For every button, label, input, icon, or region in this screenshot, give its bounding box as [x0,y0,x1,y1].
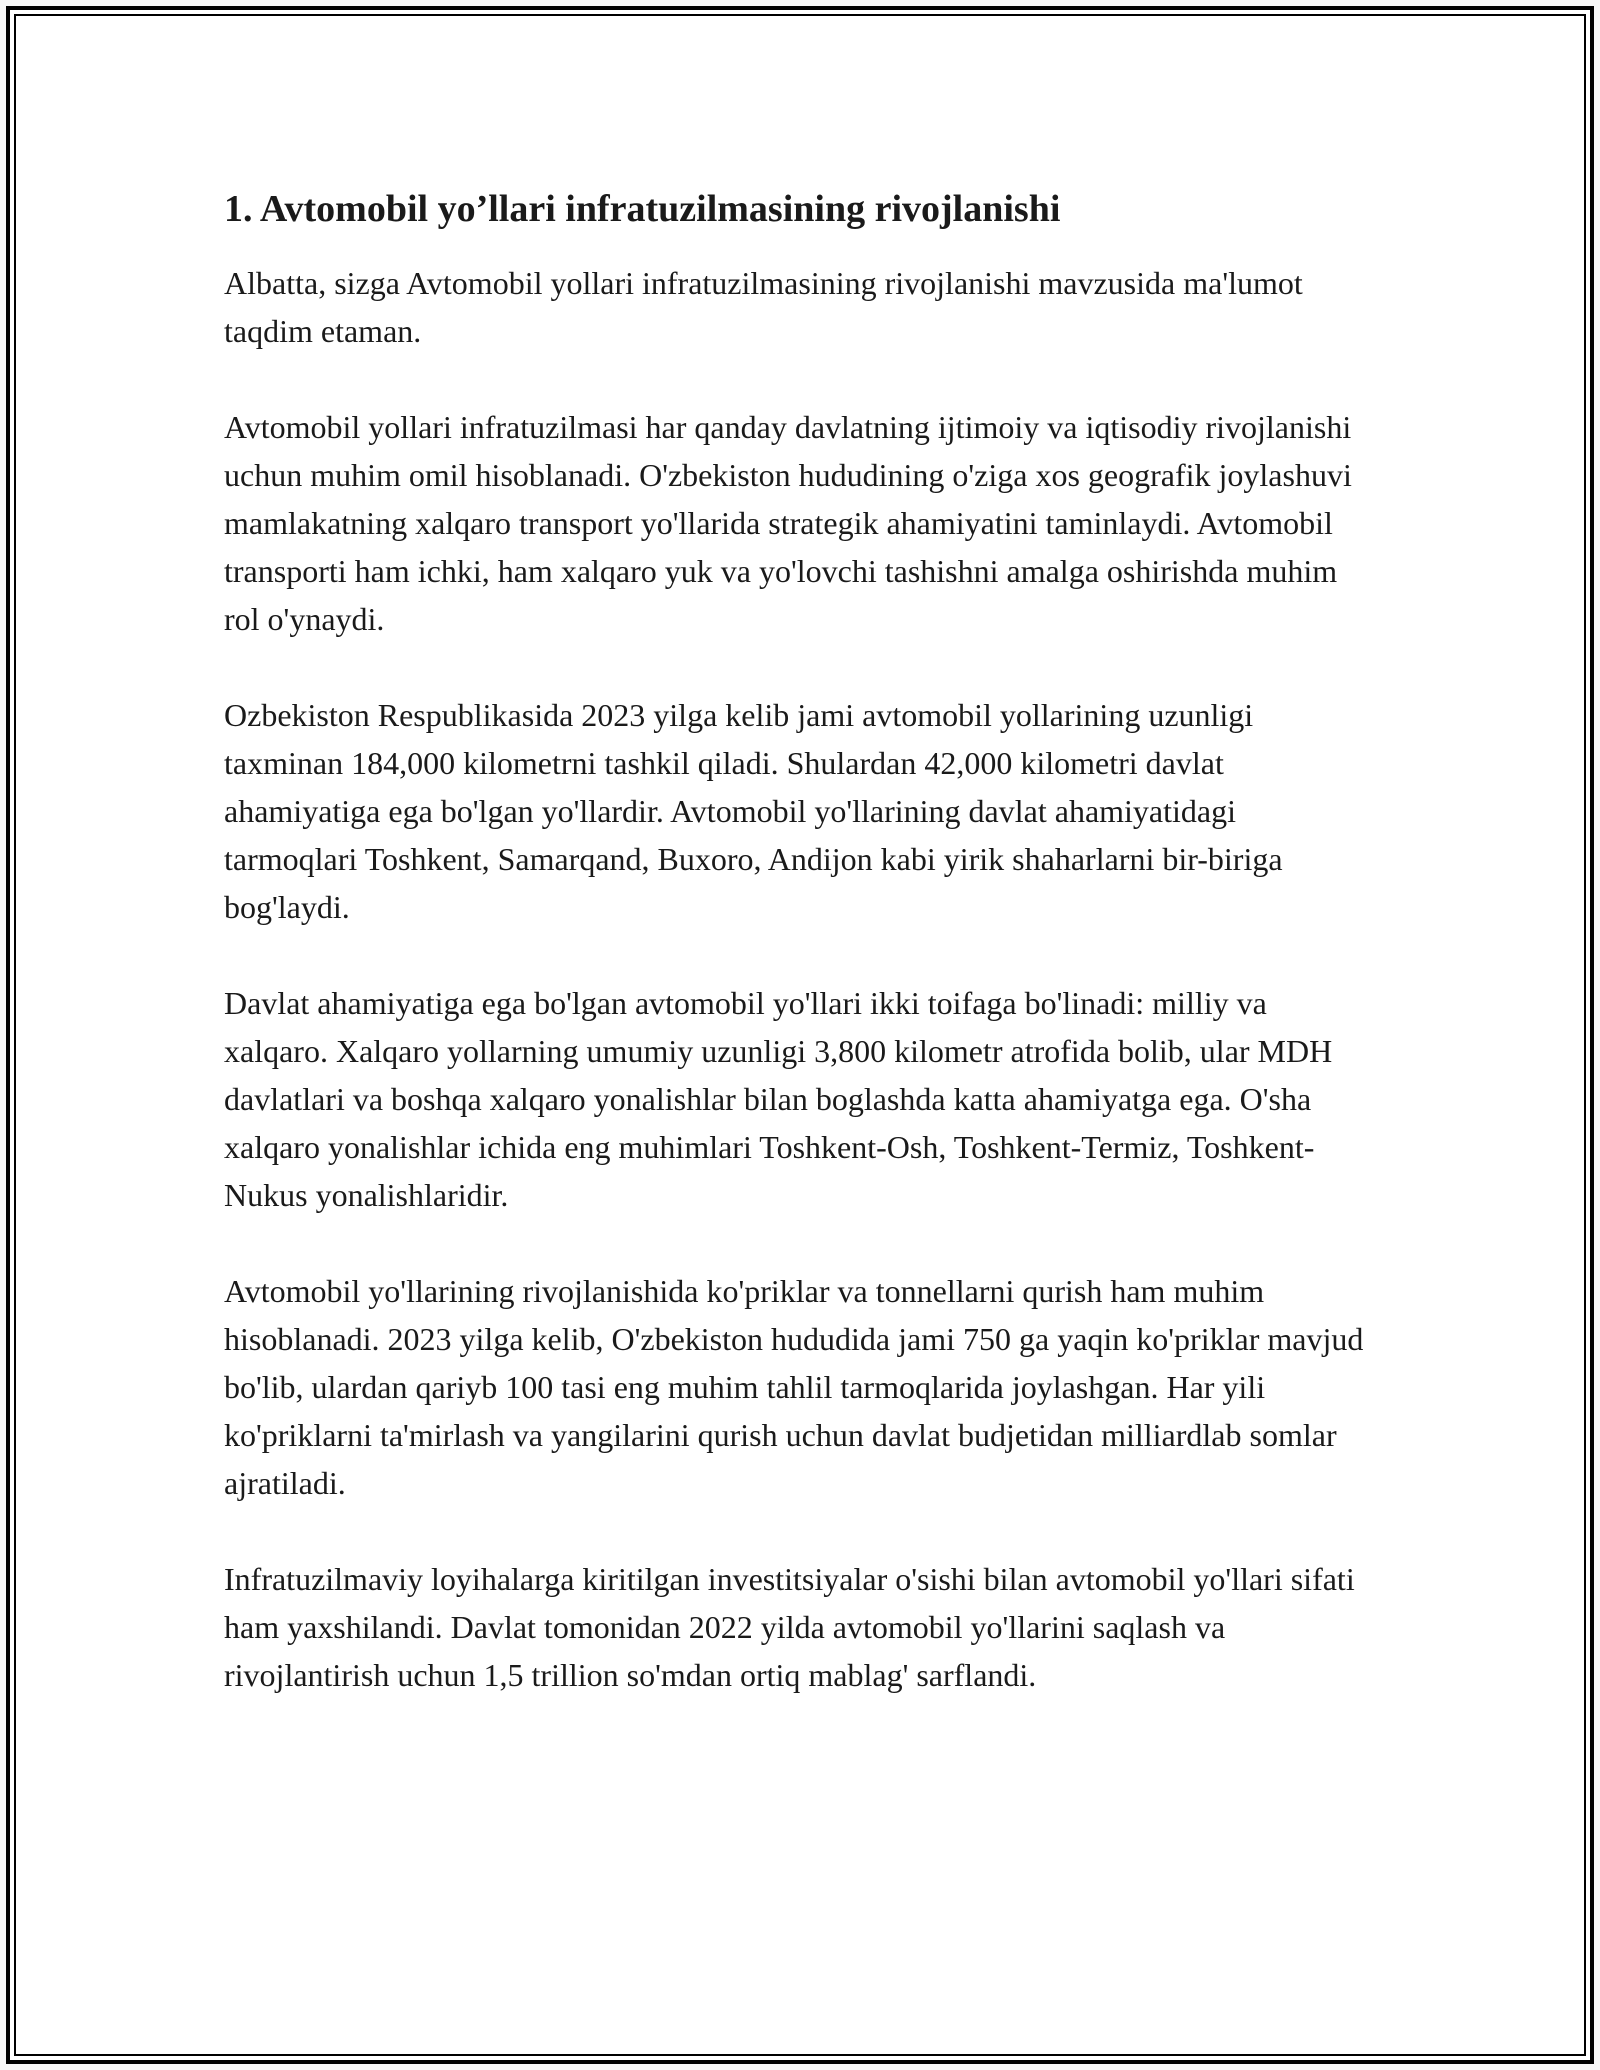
paragraph-importance: Avtomobil yollari infratuzilmasi har qanday davlatning ijtimoiy va iqtisodiy rivojlanishi uchun muhim omil hisoblanadi. O'zbekiston hududining o'ziga xos geografik joylashuvi mamlakatning xalqaro transport yo'llarida strategik ahamiyatini taminlaydi. Avtomobil transporti ham ichki, ham xalqaro yuk va yo'lovchi tashishni amalga oshirishda muhim rol o'ynaydi. [224,409,1352,637]
paragraph-road-categories: Davlat ahamiyatiga ega bo'lgan avtomobil yo'llari ikki toifaga bo'linadi: milliy va xalqaro. Xalqaro yollarning umumiy uzunligi 3,800 kilometr atrofida bolib, ular MDH davlatlari va boshqa xalqaro yonalishlar bilan boglashda katta ahamiyatga ega. O'sha xalqaro yonalishlar ichida eng muhimlari Toshkent-Osh, Toshkent-Termiz, Toshkent-Nukus yonalishlaridir. [224,985,1333,1213]
paragraph-intro: Albatta, sizga Avtomobil yollari infratuzilmasining rivojlanishi mavzusida ma'lumot taqdim etaman. [224,265,1303,349]
paragraph-investments: Infratuzilmaviy loyihalarga kiritilgan investitsiyalar o'sishi bilan avtomobil yo'llari sifati ham yaxshilandi. Davlat tomonidan 2022 yilda avtomobil yo'llarini saqlash va rivojlantirish uchun 1,5 trillion so'mdan ortiq mablag' sarflandi. [224,1561,1355,1693]
document-title: 1. Avtomobil yo’llari infratuzilmasining rivojlanishi [224,188,1061,230]
document-body [224,185,1374,1747]
paragraph-road-length: Ozbekiston Respublikasida 2023 yilga kelib jami avtomobil yollarining uzunligi taxminan 184,000 kilometrni tashkil qiladi. Shulardan 42,000 kilometri davlat ahamiyatiga ega bo'lgan yo'llardir. Avtomobil yo'llarining davlat ahamiyatidagi tarmoqlari Toshkent, Samarqand, Buxoro, Andijon kabi yirik shaharlarni bir-biriga bog'laydi. [224,697,1283,925]
paragraph-bridges: Avtomobil yo'llarining rivojlanishida ko'priklar va tonnellarni qurish ham muhim hisoblanadi. 2023 yilga kelib, O'zbekiston hududida jami 750 ga yaqin ko'priklar mavjud bo'lib, ulardan qariyb 100 tasi eng muhim tahlil tarmoqlarida joylashgan. Har yili ko'priklarni ta'mirlash va yangilarini qurish uchun davlat budjetidan milliardlab somlar ajratiladi. [224,1273,1364,1501]
